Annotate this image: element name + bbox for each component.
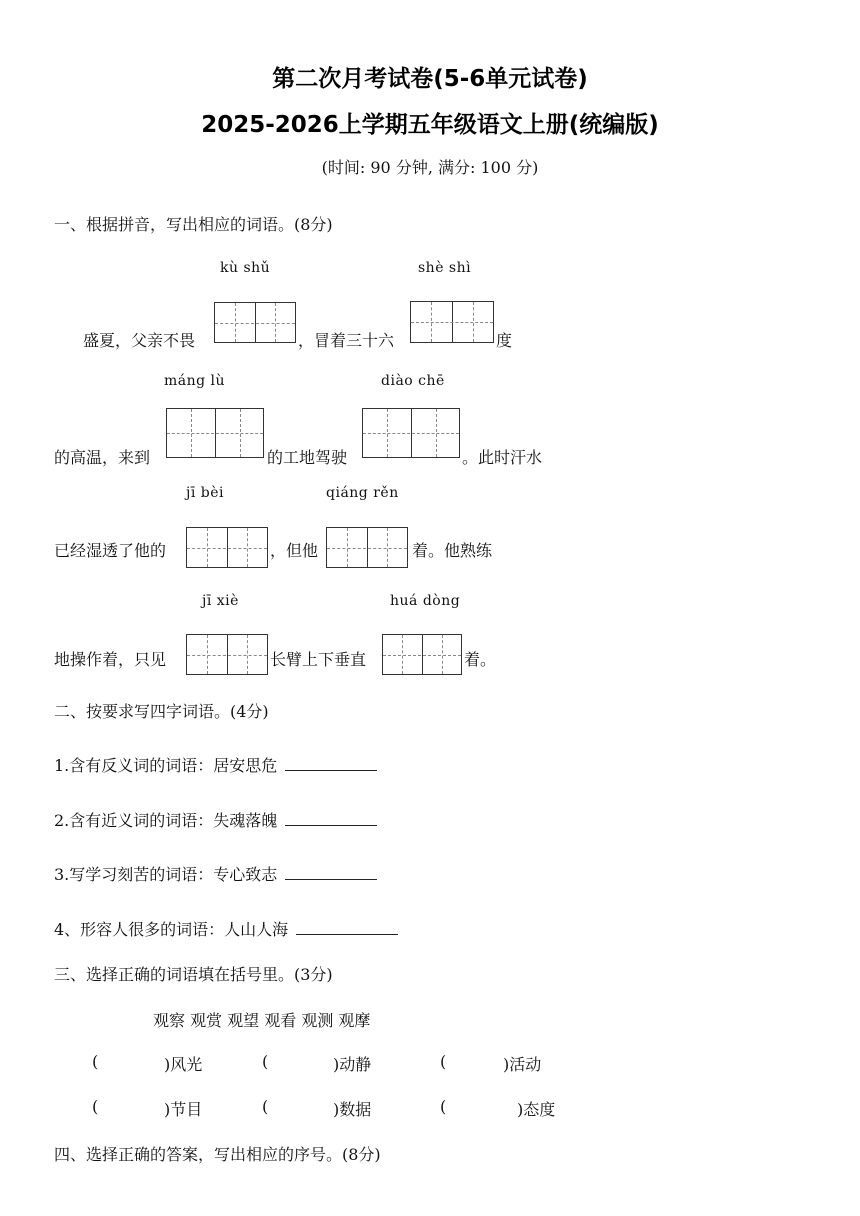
paren-open: ( — [440, 1052, 447, 1071]
question-2-1 — [54, 753, 377, 776]
fill-3-5-label: 数据 — [339, 1100, 372, 1119]
page-title: 第二次月考试卷(5-6单元试卷) — [272, 66, 588, 92]
passage-line-3a: 已经湿透了他的 — [54, 541, 167, 560]
section-1-heading: 一、根据拼音，写出相应的词语。(8分) — [54, 215, 333, 234]
paren-open: ( — [440, 1097, 447, 1116]
answer-grid-1[interactable] — [214, 302, 296, 343]
answer-blank-2-4[interactable] — [296, 920, 398, 935]
passage-line-2c: 。此时汗水 — [462, 448, 543, 467]
pinyin-4: diào chē — [381, 373, 445, 389]
section-4-heading: 四、选择正确的答案，写出相应的序号。(8分) — [54, 1145, 381, 1164]
exam-info: (时间: 90 分钟, 满分: 100 分) — [321, 158, 539, 177]
passage-line-4b: 长臂上下垂直 — [270, 650, 367, 669]
page-title-line2: 2025-2026上学期五年级语文上册(统编版) — [201, 112, 659, 138]
question-2-2-text: 2.含有近义词的词语：失魂落魄 — [54, 811, 278, 830]
passage-line-4c: 着。 — [464, 650, 497, 669]
pinyin-5: jī bèi — [186, 485, 224, 501]
answer-grid-6[interactable] — [326, 527, 408, 568]
answer-blank-2-2[interactable] — [285, 811, 377, 826]
pinyin-8: huá dòng — [390, 593, 461, 609]
section-2-heading: 二、按要求写四字词语。(4分) — [54, 702, 269, 721]
word-options: 观察 观赏 观望 观看 观测 观摩 — [153, 1011, 371, 1030]
fill-3-3[interactable]: )活动 — [503, 1055, 542, 1074]
passage-line-3c: 着。他熟练 — [412, 541, 493, 560]
fill-3-4-label: 节目 — [170, 1100, 203, 1119]
pinyin-3: máng lù — [164, 373, 226, 389]
fill-3-1[interactable]: )风光 — [164, 1055, 203, 1074]
section-3-heading: 三、选择正确的词语填在括号里。(3分) — [54, 965, 333, 984]
answer-grid-2[interactable] — [410, 301, 494, 343]
paren-open: ( — [92, 1052, 99, 1071]
passage-line-2b: 的工地驾驶 — [267, 448, 348, 467]
fill-3-3-label: 活动 — [509, 1055, 542, 1074]
question-2-4 — [54, 917, 398, 940]
pinyin-2: shè shì — [418, 260, 472, 276]
pinyin-1: kù shǔ — [220, 260, 271, 276]
paren-open: ( — [262, 1052, 269, 1071]
fill-3-2-label: 动静 — [339, 1055, 372, 1074]
question-2-2 — [54, 808, 377, 831]
question-2-4-text: 4、形容人很多的词语：人山人海 — [54, 920, 289, 939]
fill-3-5[interactable]: )数据 — [333, 1100, 372, 1119]
question-2-1-text: 1.含有反义词的词语：居安思危 — [54, 756, 278, 775]
pinyin-6: qiáng rěn — [326, 485, 399, 501]
fill-3-1-label: 风光 — [170, 1055, 203, 1074]
fill-3-4[interactable]: )节目 — [164, 1100, 203, 1119]
fill-3-6[interactable]: )态度 — [517, 1100, 556, 1119]
answer-grid-4[interactable] — [362, 408, 460, 458]
fill-3-6-label: 态度 — [523, 1100, 556, 1119]
answer-grid-5[interactable] — [186, 527, 268, 568]
passage-line-1c: 度 — [496, 331, 513, 350]
pinyin-7: jī xiè — [202, 593, 239, 609]
passage-line-1a: 盛夏，父亲不畏 — [83, 331, 196, 350]
passage-line-2a: 的高温，来到 — [54, 448, 151, 467]
answer-blank-2-1[interactable] — [285, 756, 377, 771]
fill-3-2[interactable]: )动静 — [333, 1055, 372, 1074]
question-2-3-text: 3.写学习刻苦的词语：专心致志 — [54, 865, 278, 884]
answer-blank-2-3[interactable] — [285, 865, 377, 880]
passage-line-1b: ，冒着三十六 — [298, 331, 395, 350]
paren-open: ( — [262, 1097, 269, 1116]
paren-open: ( — [92, 1097, 99, 1116]
answer-grid-8[interactable] — [382, 634, 462, 675]
question-2-3 — [54, 862, 377, 885]
passage-line-4a: 地操作着，只见 — [54, 650, 167, 669]
answer-grid-7[interactable] — [186, 634, 268, 675]
answer-grid-3[interactable] — [166, 408, 264, 458]
passage-line-3b: ，但他 — [270, 541, 319, 560]
